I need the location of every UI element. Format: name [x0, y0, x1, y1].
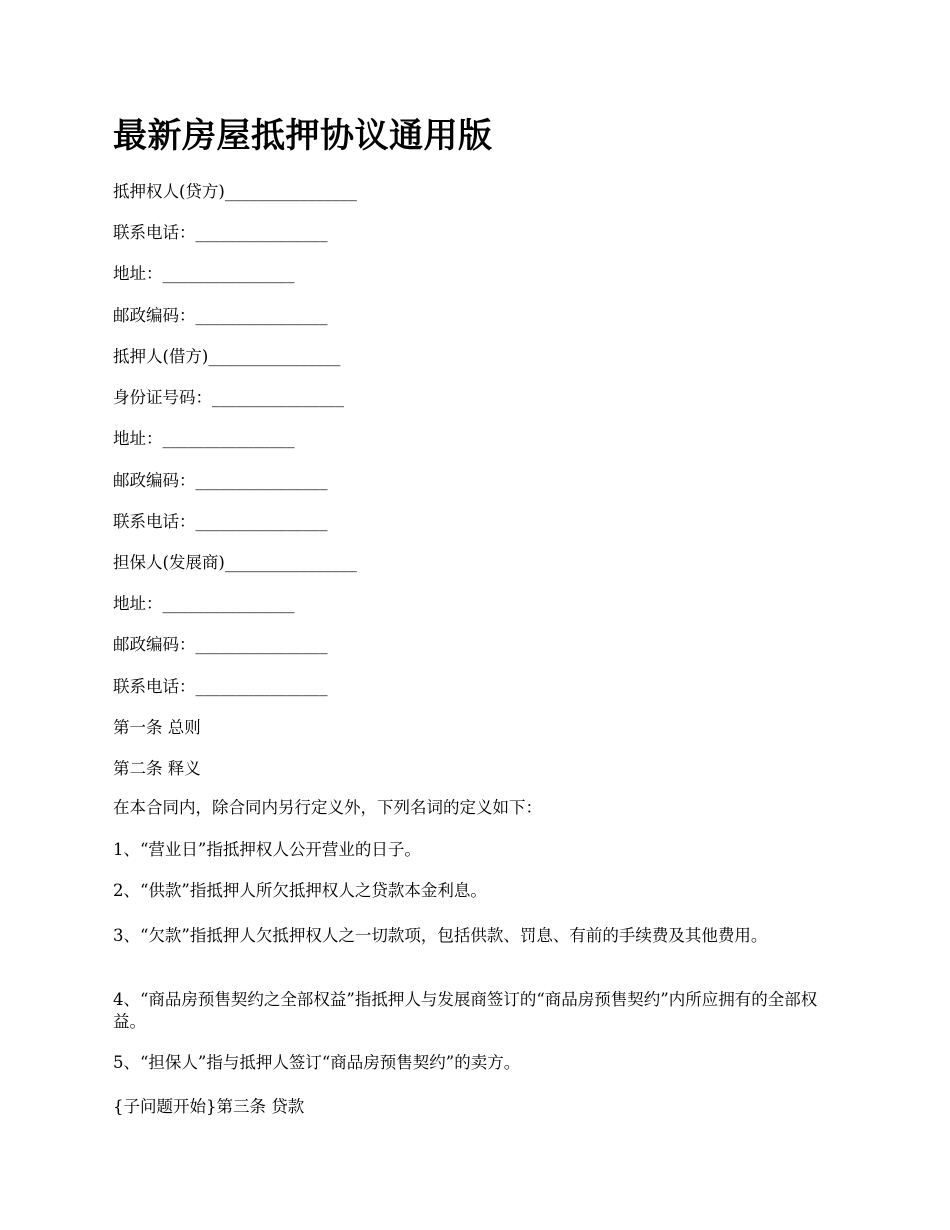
article-1-heading: 第一条 总则: [113, 718, 201, 737]
definition-item: 1、“营业日”指抵押权人公开营业的日子。: [113, 840, 421, 859]
borrower-line: 抵押人(借方)________________: [113, 347, 341, 366]
borrower-id-line: 身份证号码：________________: [113, 388, 344, 407]
definition-item: 5、“担保人”指与抵押人签订“商品房预售契约”的卖方。: [113, 1053, 521, 1072]
guarantor-address-line: 地址：________________: [113, 594, 295, 613]
lender-address-line: 地址：________________: [113, 264, 295, 283]
article-2-heading: 第二条 释义: [113, 759, 201, 778]
guarantor-postcode-line: 邮政编码：________________: [113, 635, 328, 654]
lender-postcode-line: 邮政编码：________________: [113, 306, 328, 325]
guarantor-phone-line: 联系电话：________________: [113, 677, 328, 696]
lender-phone-line: 联系电话：________________: [113, 223, 328, 242]
document-title: 最新房屋抵押协议通用版: [113, 116, 493, 156]
definition-item: 3、“欠款”指抵押人欠抵押权人之一切款项，包括供款、罚息、有前的手续费及其他费用。: [113, 926, 768, 945]
borrower-address-line: 地址：________________: [113, 429, 295, 448]
article-3-heading: {子问题开始}第三条 贷款: [113, 1097, 305, 1116]
definition-item: 2、“供款”指抵押人所欠抵押权人之贷款本金利息。: [113, 881, 487, 900]
borrower-postcode-line: 邮政编码：________________: [113, 471, 328, 490]
definition-item: 4、“商品房预售契约之全部权益”指抵押人与发展商签订的“商品房预售契约”内所应拥有的全部权益。: [113, 990, 818, 1031]
borrower-phone-line: 联系电话：________________: [113, 512, 328, 531]
lender-line: 抵押权人(贷方)________________: [113, 182, 357, 201]
definitions-intro: 在本合同内，除合同内另行定义外，下列名词的定义如下：: [113, 798, 542, 817]
guarantor-line: 担保人(发展商)________________: [113, 553, 357, 572]
